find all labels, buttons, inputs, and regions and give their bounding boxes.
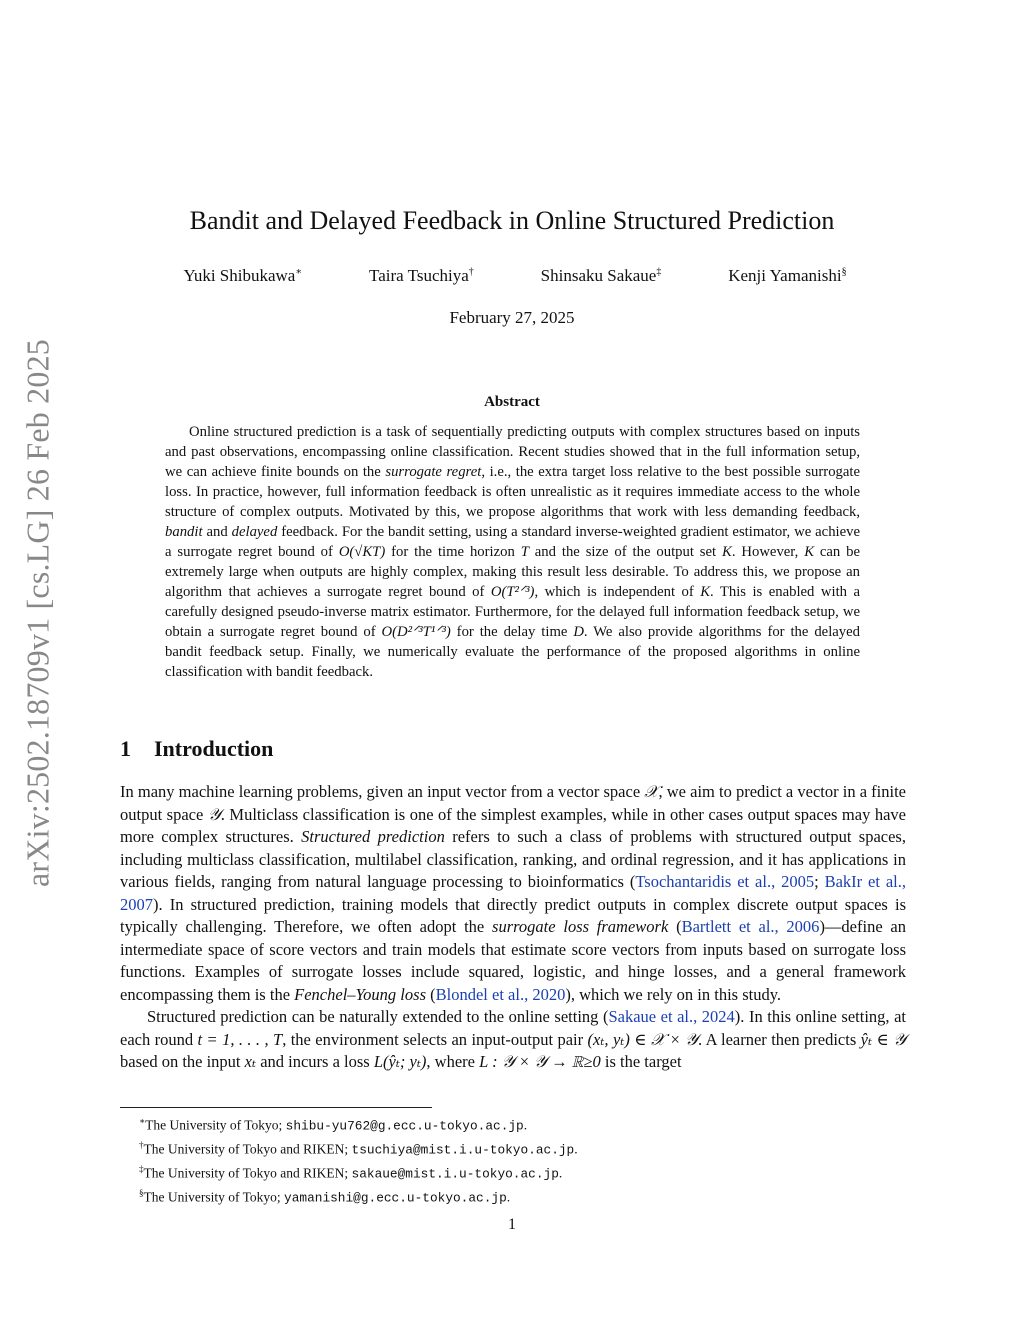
section-heading-introduction: 1 Introduction — [120, 736, 274, 761]
footnote-divider — [120, 1107, 432, 1108]
footnotes — [139, 1112, 578, 1208]
author: Kenji Yamanishi§ — [728, 266, 847, 285]
footnote: ∗The University of Tokyo; shibu-yu762@g.ecc.u-tokyo.ac.jp. — [139, 1116, 528, 1134]
citation-link[interactable]: BakIr et al., 2007 — [120, 872, 906, 914]
abstract-heading: Abstract — [484, 394, 540, 410]
footnote: §The University of Tokyo; yamanishi@g.ecc.u-tokyo.ac.jp. — [139, 1188, 511, 1206]
email-address: yamanishi@g.ecc.u-tokyo.ac.jp — [284, 1190, 507, 1206]
email-address: tsuchiya@mist.i.u-tokyo.ac.jp — [351, 1142, 575, 1158]
body-paragraph: Structured prediction can be naturally extended to the online setting (Sakaue et al., 2024). In this online setting, at each round t = 1, . . . , T, the environment selects an input-output pair (xₜ, yₜ) ∈ 𝒳 × 𝒴. A learner then predicts ŷₜ ∈ 𝒴 based on the input xₜ and incurs a loss L(ŷₜ; yₜ), where L : 𝒴 × 𝒴 → ℝ≥0 is the target — [120, 1007, 907, 1071]
body-paragraph: In many machine learning problems, given an input vector from a vector space 𝒳, we aim to predict a vector in a finite output space 𝒴. Multiclass classification is one of the simplest examples, while in other cases output spaces may have more complex structures. Structured prediction refers to such a class of problems with structured output spaces, including multiclass classification, multilabel classification, ranking, and ordinal regression, and it has applications in various fields, ranging from natural language processing to bioinformatics (Tsochantaridis et al., 2005; BakIr et al., 2007). In structured prediction, training models that directly predict outputs in complex discrete output spaces is typically challenging. Therefore, we often adopt the surrogate loss framework (Bartlett et al., 2006)—define an intermediate space of score vectors and train models that estimate score vectors from inputs based on surrogate loss functions. Examples of surrogate losses include squared, logistic, and hinge losses, and a general framework encompassing them is the Fenchel–Young loss (Blondel et al., 2020), which we rely on in this study. — [120, 782, 906, 1004]
introduction-body — [120, 781, 906, 1074]
citation-link[interactable]: Blondel et al., 2020 — [435, 984, 566, 1004]
paper-title: Bandit and Delayed Feedback in Online Structured Prediction — [189, 206, 835, 235]
author-list — [150, 266, 880, 286]
abstract-paragraph: Online structured prediction is a task of sequentially predicting outputs with complex structures based on inputs and past observations, encompassing online classification. Recent studies showed that in the full information setup, we can achieve finite bounds on the surrogate regret, i.e., the extra target loss relative to the best possible surrogate loss. In practice, however, full information feedback is often unrealistic as it requires immediate access to the whole structure of complex outputs. Motivated by this, we propose algorithms that work with less demanding feedback, bandit and delayed feedback. For the bandit setting, using a standard inverse-weighted gradient estimator, we achieve a surrogate regret bound of O(√KT) for the time horizon T and the size of the output set K. However, K can be extremely large when outputs are highly complex, making this result less desirable. To address this, we propose an algorithm that achieves a surrogate regret bound of O(T²ᐟ³), which is independent of K. This is enabled with a carefully designed pseudo-inverse matrix estimator. Furthermore, for the delayed full information feedback setup, we obtain a surrogate regret bound of O(D²ᐟ³T¹ᐟ³) for the delay time D. We also provide algorithms for the delayed bandit feedback setup. Finally, we numerically evaluate the performance of the proposed algorithms in online classification with bandit feedback. — [165, 424, 861, 680]
citation-link[interactable]: Tsochantaridis et al., 2005 — [635, 872, 815, 891]
email-address: sakaue@mist.i.u-tokyo.ac.jp — [351, 1166, 559, 1182]
author: Shinsaku Sakaue‡ — [540, 266, 662, 285]
publication-date: February 27, 2025 — [449, 308, 575, 327]
arxiv-id-text: arXiv:2502.18709v1 [cs.LG] 26 Feb 2025 — [19, 339, 56, 887]
citation-link[interactable]: Sakaue et al., 2024 — [608, 1007, 735, 1026]
footnote: ‡The University of Tokyo and RIKEN; sakaue@mist.i.u-tokyo.ac.jp. — [139, 1164, 563, 1182]
author: Yuki Shibukawa∗ — [183, 266, 303, 285]
page-number: 1 — [508, 1216, 516, 1233]
abstract-body — [165, 422, 860, 682]
citation-link[interactable]: Bartlett et al., 2006 — [681, 917, 820, 936]
author: Taira Tsuchiya† — [369, 266, 474, 285]
email-address: shibu-yu762@g.ecc.u-tokyo.ac.jp — [285, 1118, 524, 1134]
footnote: †The University of Tokyo and RIKEN; tsuchiya@mist.i.u-tokyo.ac.jp. — [139, 1140, 578, 1158]
